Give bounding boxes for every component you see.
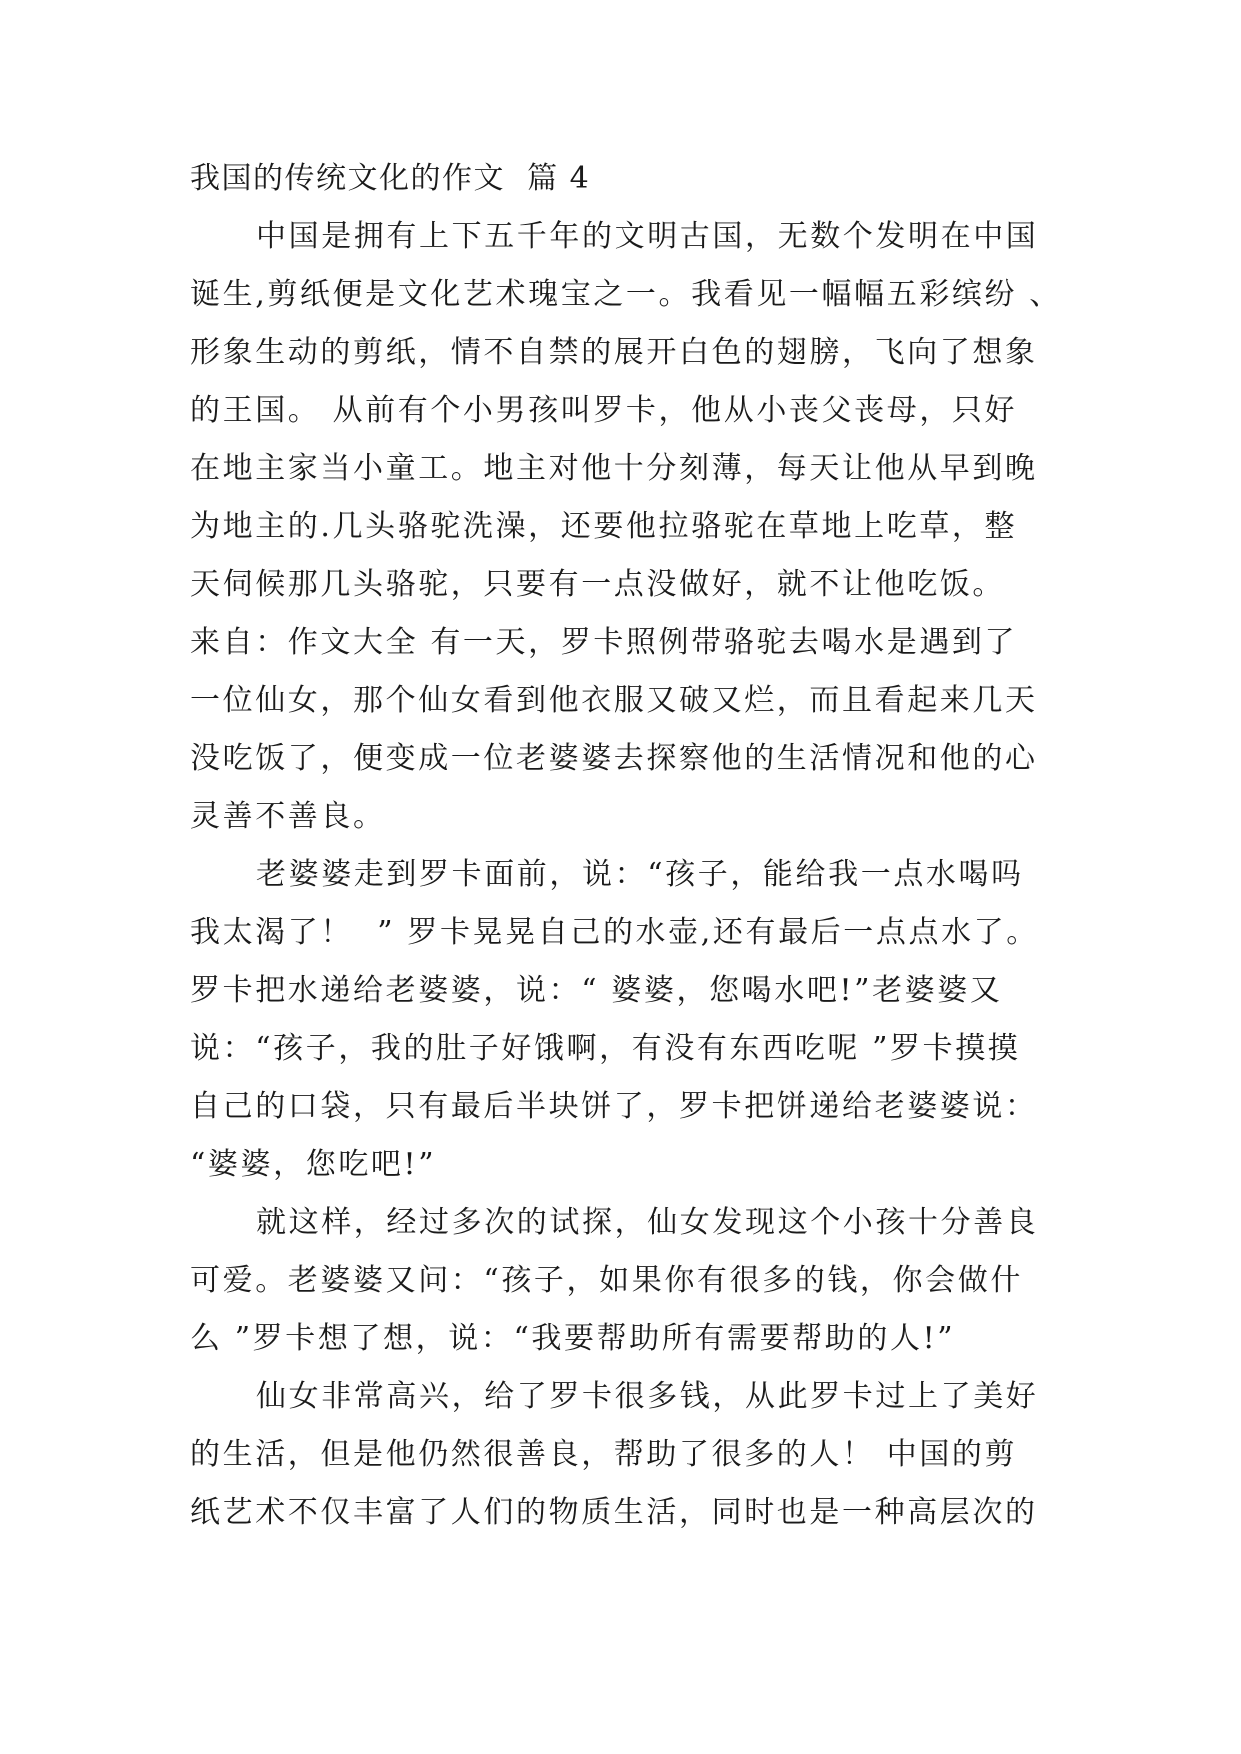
text-line: 在地主家当小童工。地主对他十分刻薄，每天让他从早到晚 [190,451,1038,486]
text-line: 为地主的.几头骆驼洗澡，还要他拉骆驼在草地上吃草，整 [190,509,1018,544]
text-line: 纸艺术不仅丰富了人们的物质生活，同时也是一种高层次的 [190,1495,1038,1530]
text-line: 可爱。老婆婆又问：“孩子，如果你有很多的钱，你会做什 [190,1263,1023,1298]
text-line: 自己的口袋，只有最后半块饼了，罗卡把饼递给老婆婆说： [190,1089,1038,1124]
text-line: 诞生,剪纸便是文化艺术瑰宝之一。我看见一幅幅五彩缤纷 、 [190,277,1062,312]
text-line: 就这样，经过多次的试探，仙女发现这个小孩十分善良 [256,1205,1039,1240]
text-line: 的王国。 从前有个小男孩叫罗卡，他从小丧父丧母，只好 [190,393,1018,428]
text-line: 来自：作文大全 有一天，罗卡照例带骆驼去喝水是遇到了 [190,625,1018,660]
text-line: 中国是拥有上下五千年的文明古国，无数个发明在中国 [256,219,1039,254]
text-line: 形象生动的剪纸，情不自禁的展开白色的翅膀，飞向了想象 [190,335,1038,370]
text-line: 说：“孩子，我的肚子好饿啊，有没有东西吃呢 ”罗卡摸摸 [190,1031,1021,1066]
text-line: 一位仙女，那个仙女看到他衣服又破又烂，而且看起来几天 [190,683,1038,718]
text-line: 的生活，但是他仍然很善良，帮助了很多的人！ 中国的剪 [190,1437,1018,1472]
article-title: 我国的传统文化的作文 篇 4 [190,161,591,196]
text-line: 灵善不善良。 [190,799,386,834]
text-line: 我太渴了！ ” 罗卡晃晃自己的水壶,还有最后一点点水了。 [190,915,1039,950]
text-line: 没吃饭了，便变成一位老婆婆去探察他的生活情况和他的心 [190,741,1038,776]
text-line: 天伺候那几头骆驼，只要有一点没做好，就不让他吃饭。 [190,567,1005,602]
text-line: 罗卡把水递给老婆婆，说：“ 婆婆，您喝水吧!”老婆婆又 [190,973,1003,1008]
article-body [190,150,1190,1542]
text-line: 么 ”罗卡想了想，说：“我要帮助所有需要帮助的人!” [190,1321,956,1356]
text-line: 仙女非常高兴，给了罗卡很多钱，从此罗卡过上了美好 [256,1379,1039,1414]
text-line: 老婆婆走到罗卡面前，说：“孩子，能给我一点水喝吗 [256,857,1024,892]
text-line: “婆婆，您吃吧!” [190,1147,437,1182]
